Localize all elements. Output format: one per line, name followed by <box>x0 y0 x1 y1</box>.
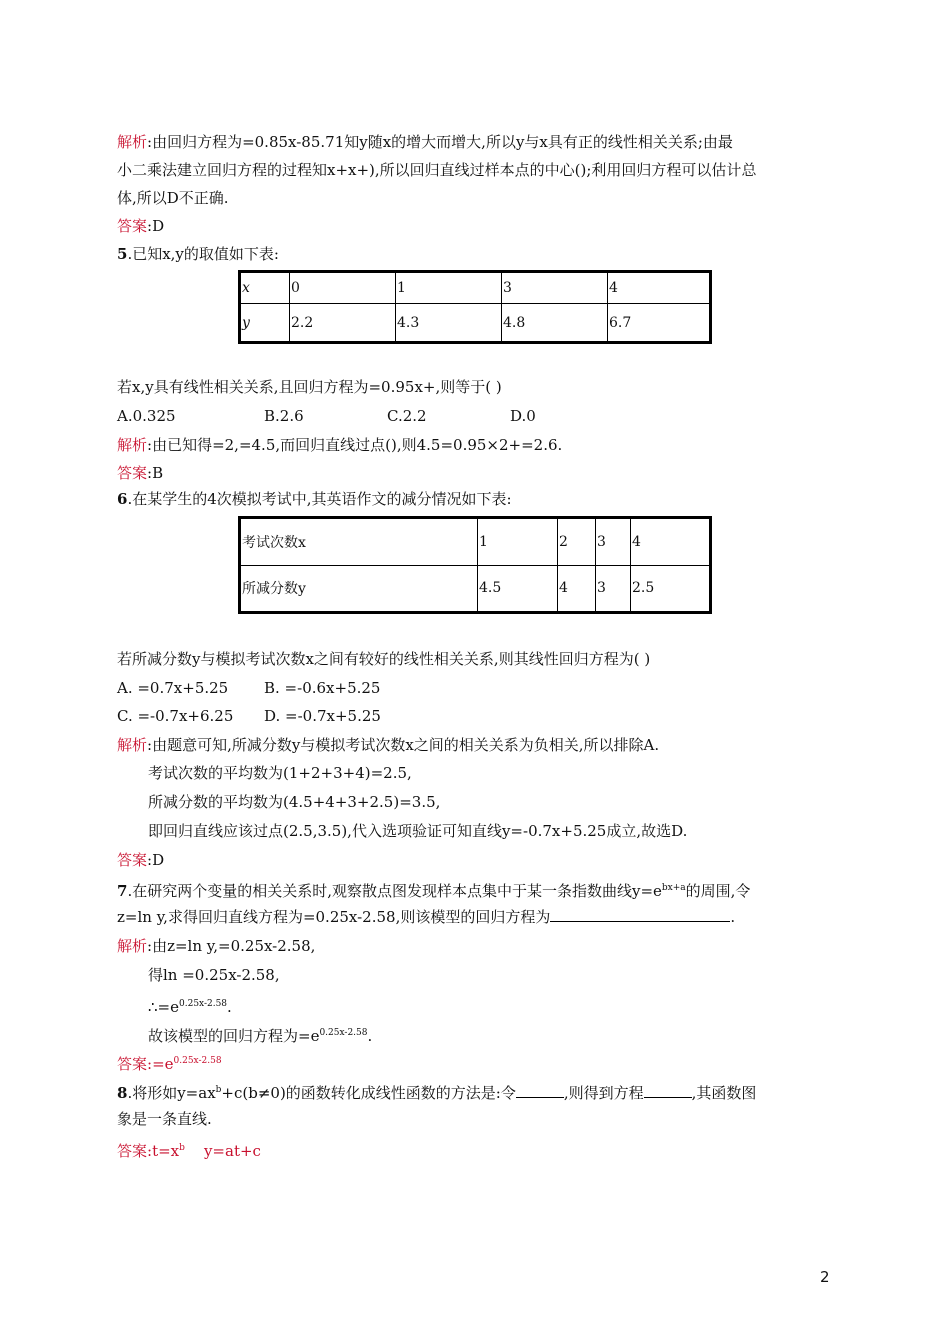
table-cell: 4 <box>558 565 596 613</box>
table-cell: 1 <box>478 518 558 566</box>
q6-analysis-line3: 所减分数的平均数为(4.5+4+3+2.5)=3.5, <box>148 793 441 811</box>
option-a: A.0.325 <box>117 407 176 425</box>
option-d: D.0 <box>510 407 536 425</box>
analysis-label: 解析 <box>117 436 148 454</box>
q4-analysis-line3: 体,所以D不正确. <box>117 189 229 207</box>
question-number: 5 <box>117 245 128 263</box>
q7-stem-line1: 7.在研究两个变量的相关关系时,观察散点图发现样本点集中于某一条指数曲线$y=e^{bx+a}$的周围,令 <box>117 882 751 900</box>
table-cell: 1 <box>396 272 502 304</box>
analysis-label: 解析 <box>117 133 148 151</box>
answer-label: 答案 <box>117 217 148 235</box>
table-cell: 6.7 <box>608 304 711 343</box>
table-row <box>240 272 711 304</box>
table-cell: 4.3 <box>396 304 502 343</box>
q7-stem-line2: z=ln y,求得回归直线方程为=0.25x-2.58,则该模型的回归方程为 . <box>117 908 736 926</box>
table-cell: 4 <box>631 518 711 566</box>
question-number: 7 <box>117 882 128 900</box>
q5-answer: 答案:B <box>117 464 164 482</box>
q6-question: 若所减分数y与模拟考试次数x之间有较好的线性相关关系,则其线性回归方程为( ) <box>117 650 651 668</box>
table-cell: 3 <box>596 565 631 613</box>
answer-label: 答案 <box>117 1055 148 1073</box>
analysis-label: 解析 <box>117 937 148 955</box>
table-row <box>240 565 711 613</box>
table-cell: x <box>240 272 290 304</box>
table-cell: 所减分数y <box>240 565 478 613</box>
table-cell: 0 <box>290 272 396 304</box>
table-cell: 考试次数x <box>240 518 478 566</box>
table-row <box>240 304 711 343</box>
answer-blank <box>550 907 730 922</box>
option-a: A. =0.7x+5.25 <box>117 679 229 697</box>
q7-analysis-line4: 故该模型的回归方程为$=e^{0.25x-2.58}$. <box>148 1027 373 1045</box>
q6-answer: 答案:D <box>117 851 165 869</box>
table-cell: 4 <box>608 272 711 304</box>
q5-stem: 5.已知x,y的取值如下表: <box>117 245 279 263</box>
q7-analysis-line1: 解析:由z=ln y,=0.25x-2.58, <box>117 937 316 955</box>
option-b: B. =-0.6x+5.25 <box>264 679 381 697</box>
table-cell: y <box>240 304 290 343</box>
table-cell: 2.2 <box>290 304 396 343</box>
q6-analysis-line1: 解析:由题意可知,所减分数y与模拟考试次数x之间的相关关系为负相关,所以排除A. <box>117 736 660 754</box>
q4-analysis-line2: 小二乘法建立回归方程的过程知x+x+),所以回归直线过样本点的中心();利用回归方程可以估计总 <box>117 161 757 179</box>
q5-analysis: 解析:由已知得=2,=4.5,而回归直线过点(),则4.5=0.95×2+=2.6. <box>117 436 563 454</box>
table-cell: 3 <box>502 272 608 304</box>
question-number: 6 <box>117 490 128 508</box>
q8-stem-line2: 象是一条直线. <box>117 1110 212 1128</box>
q6-analysis-line2: 考试次数的平均数为(1+2+3+4)=2.5, <box>148 764 412 782</box>
analysis-label: 解析 <box>117 736 148 754</box>
option-c: C. =-0.7x+6.25 <box>117 707 234 725</box>
q4-analysis-line1: 解析:由回归方程为=0.85x-85.71知y随x的增大而增大,所以y与x具有正的线性相关关系;由最 <box>117 133 733 151</box>
answer-blank <box>644 1083 692 1098</box>
option-c: C.2.2 <box>387 407 427 425</box>
table-row <box>240 518 711 566</box>
table-cell: 2 <box>558 518 596 566</box>
q5-question: 若x,y具有线性相关关系,且回归方程为=0.95x+,则等于( ) <box>117 378 502 396</box>
table-cell: 3 <box>596 518 631 566</box>
answer-blank <box>516 1083 564 1098</box>
question-number: 8 <box>117 1084 128 1102</box>
option-d: D. =-0.7x+5.25 <box>264 707 381 725</box>
q6-stem: 6.在某学生的4次模拟考试中,其英语作文的减分情况如下表: <box>117 490 512 508</box>
q7-answer: 答案$:=e^{0.25x-2.58}$ <box>117 1055 222 1073</box>
q8-answer: 答案$:t=x^b$ y=at+c <box>117 1142 261 1160</box>
answer-label: 答案 <box>117 851 148 869</box>
table-cell: 2.5 <box>631 565 711 613</box>
q6-analysis-line4: 即回归直线应该过点(2.5,3.5),代入选项验证可知直线y=-0.7x+5.25成立,故选D. <box>148 822 688 840</box>
q4-answer: 答案:D <box>117 217 165 235</box>
q5-table <box>238 270 712 344</box>
table-cell: 4.5 <box>478 565 558 613</box>
q7-analysis-line3: $\therefore=e^{0.25x-2.58}$. <box>148 998 232 1016</box>
answer-label: 答案 <box>117 464 148 482</box>
q7-analysis-line2: 得ln =0.25x-2.58, <box>148 966 280 984</box>
answer-label: 答案 <box>117 1142 148 1160</box>
q6-table <box>238 516 712 614</box>
q8-stem-line1: 8.将形如$y=ax^b+c(b\ne 0)$的函数转化成线性函数的方法是:令 ,则得到方程 ,其函数图 <box>117 1084 757 1102</box>
table-cell: 4.8 <box>502 304 608 343</box>
option-b: B.2.6 <box>264 407 304 425</box>
page-number: 2 <box>820 1268 830 1286</box>
